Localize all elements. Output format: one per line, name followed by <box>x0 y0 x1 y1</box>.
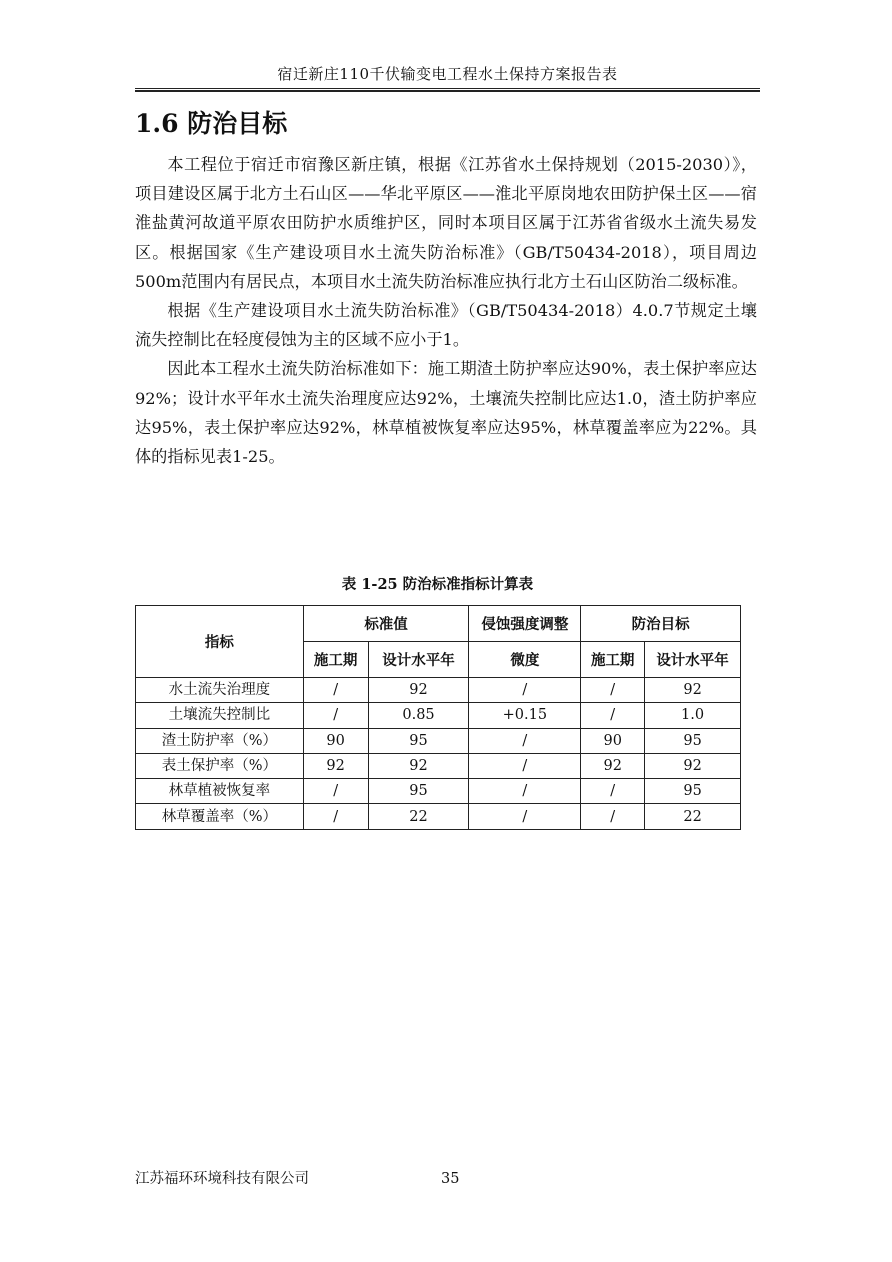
table-row <box>136 804 741 829</box>
cell: 90 <box>581 728 645 753</box>
table-row <box>136 728 741 753</box>
body-text <box>135 150 757 471</box>
cell: 92 <box>645 753 741 778</box>
header-erosion-adjust: 侵蚀强度调整 <box>469 606 581 642</box>
cell: 95 <box>645 779 741 804</box>
row-name: 土壤流失控制比 <box>136 703 304 728</box>
cell: / <box>303 779 368 804</box>
cell: 95 <box>368 779 469 804</box>
cell: 92 <box>645 678 741 703</box>
header-target-construction: 施工期 <box>581 642 645 678</box>
paragraph-targets: 因此本工程水土流失防治标准如下：施工期渣土防护率应达90%，表土保护率应达92%；设计水平年水土流失治理度应达92%，土壤流失控制比应达1.0，渣土防护率应达95%，表土保护率应达92%，林草植被恢复率应达95%，林草覆盖率应为22%。具体的指标见表1-25。 <box>135 359 757 467</box>
cell: / <box>581 804 645 829</box>
table-row <box>136 678 741 703</box>
row-name: 林草植被恢复率 <box>136 779 304 804</box>
cell: / <box>581 779 645 804</box>
cell: 95 <box>368 728 469 753</box>
header-indicator: 指标 <box>136 606 304 678</box>
footer-company: 江苏福环环境科技有限公司 <box>135 1171 309 1187</box>
cell: +0.15 <box>469 703 581 728</box>
cell: / <box>469 678 581 703</box>
cell: / <box>469 753 581 778</box>
cell: / <box>581 678 645 703</box>
cell: 92 <box>581 753 645 778</box>
cell: 1.0 <box>645 703 741 728</box>
cell: / <box>303 804 368 829</box>
paragraph-location: 本工程位于宿迁市宿豫区新庄镇，根据《江苏省水土保持规划（2015-2030）》，项目建设区属于北方土石山区——华北平原区——淮北平原岗地农田防护保土区——宿淮盐黄河故道平原农田防护水质维护区，同时本项目区属于江苏省省级水土流失易发区。根据国家《生产建设项目水土流失防治标准》（GB/T50434-2018），项目周边500m范围内有居民点，本项目水土流失防治标准应执行北方土石山区防治二级标准。 <box>135 155 757 291</box>
page-number: 35 <box>441 1171 460 1187</box>
cell: 22 <box>368 804 469 829</box>
row-name: 渣土防护率（%） <box>136 728 304 753</box>
header-std-design-year: 设计水平年 <box>368 642 469 678</box>
cell: / <box>581 703 645 728</box>
cell: 0.85 <box>368 703 469 728</box>
header-std-construction: 施工期 <box>303 642 368 678</box>
header-adjust-slight: 微度 <box>469 642 581 678</box>
row-name: 表土保护率（%） <box>136 753 304 778</box>
cell: 90 <box>303 728 368 753</box>
cell: / <box>303 703 368 728</box>
cell: 92 <box>303 753 368 778</box>
cell: / <box>469 779 581 804</box>
cell: 22 <box>645 804 741 829</box>
paragraph-regulation: 根据《生产建设项目水土流失防治标准》（GB/T50434-2018）4.0.7节规定土壤流失控制比在轻度侵蚀为主的区域不应小于1。 <box>135 301 757 350</box>
table-row <box>136 779 741 804</box>
standards-table <box>135 605 741 830</box>
cell: / <box>469 804 581 829</box>
cell: 92 <box>368 678 469 703</box>
table-row <box>136 703 741 728</box>
row-name: 林草覆盖率（%） <box>136 804 304 829</box>
cell: 95 <box>645 728 741 753</box>
section-title: 1.6 防治目标 <box>135 109 288 138</box>
table-row <box>136 753 741 778</box>
header-standard: 标准值 <box>303 606 469 642</box>
cell: / <box>303 678 368 703</box>
header-target: 防治目标 <box>581 606 741 642</box>
table-caption: 表 1-25 防治标准指标计算表 <box>341 576 534 593</box>
page-header: 宿迁新庄110千伏输变电工程水土保持方案报告表 <box>135 62 760 89</box>
cell: 92 <box>368 753 469 778</box>
cell: / <box>469 728 581 753</box>
header-target-design-year: 设计水平年 <box>645 642 741 678</box>
row-name: 水土流失治理度 <box>136 678 304 703</box>
